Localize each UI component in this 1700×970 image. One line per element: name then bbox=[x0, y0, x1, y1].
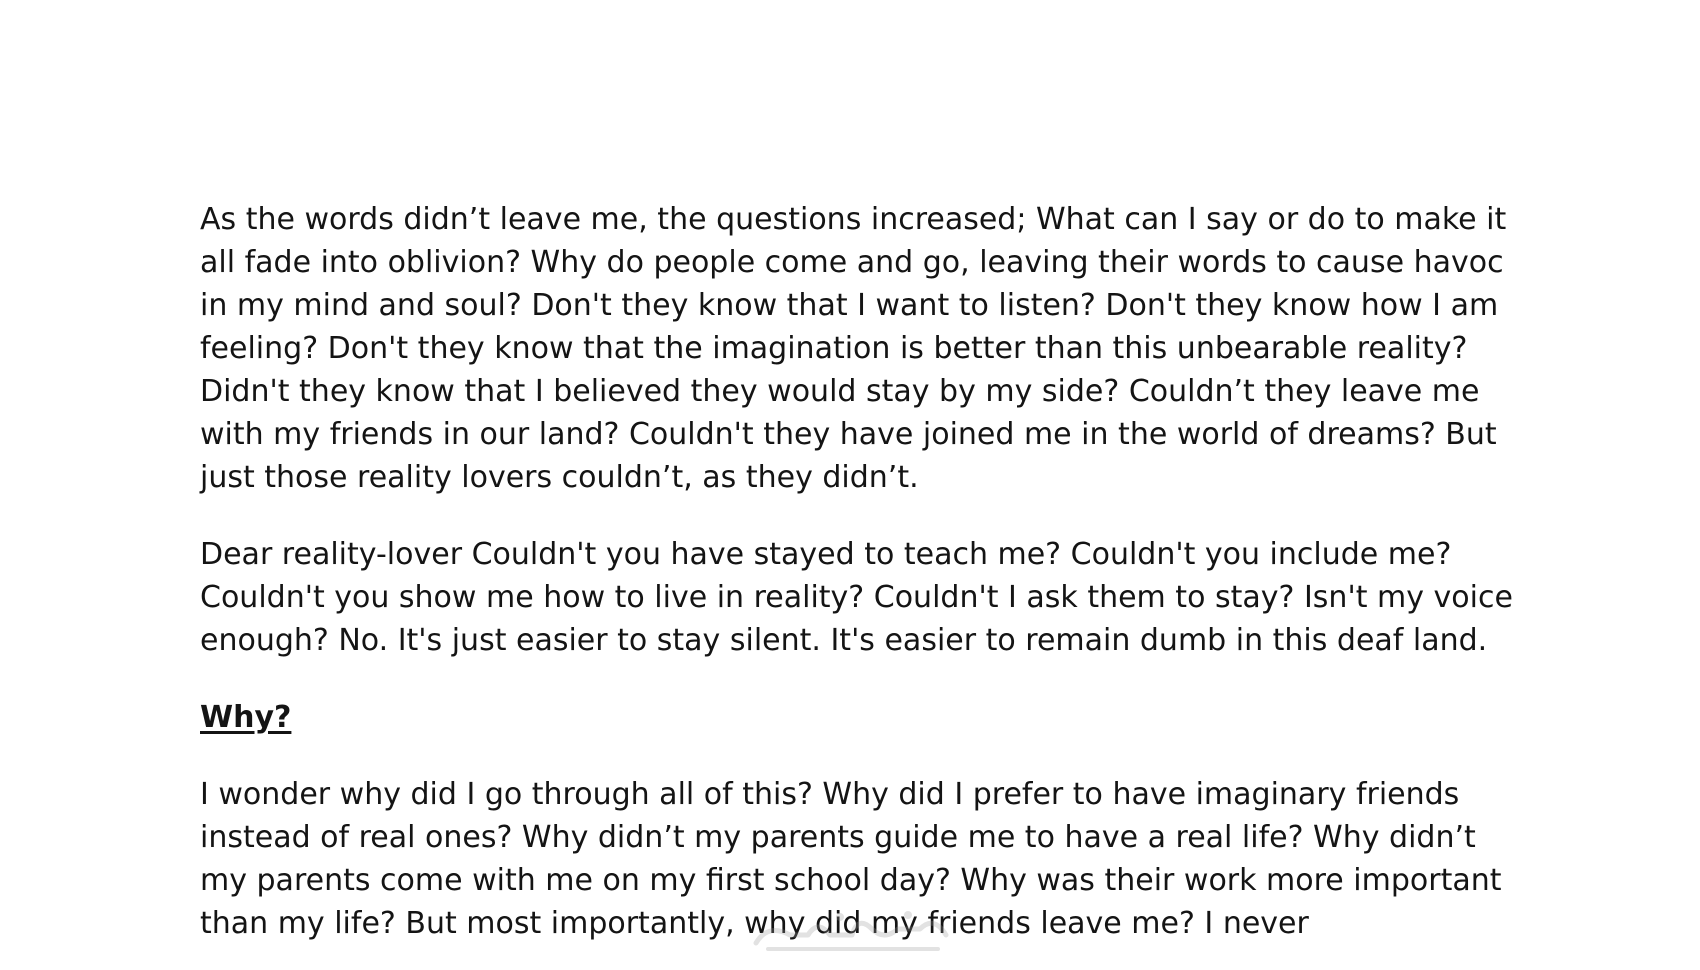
paragraph: As the words didn’t leave me, the questions increased; What can I say or do to make it all fade into oblivion? Why do people come and go, leaving their words to cause havoc in my mind and soul? Don't they know that I want to listen? Don't they know how I am feeling? Don't they know that the imagination is better than this unbearable reality? Didn't they know that I believed they would stay by my side? Couldn’t they leave me with my friends in our land? Couldn't they have joined me in the world of dreams? But just those reality lovers couldn’t, as they didn’t. bbox=[200, 202, 1507, 495]
section-heading: Why? bbox=[200, 700, 292, 735]
paragraph: I wonder why did I go through all of this? Why did I prefer to have imaginary friends instead of real ones? Why didn’t my parents guide me to have a real life? Why didn’t my parents come with me on my first school day? Why was their work more important than my life? But most importantly, why did my friends leave me? I never bbox=[200, 777, 1502, 941]
paragraph: Dear reality-lover Couldn't you have stayed to teach me? Couldn't you include me? Couldn't you show me how to live in reality? Couldn't I ask them to stay? Isn't my voice enough? No. It's just easier to stay silent. It's easier to remain dumb in this deaf land. bbox=[200, 537, 1513, 658]
watermark-logo-icon bbox=[748, 905, 954, 961]
document-body bbox=[200, 198, 1525, 970]
